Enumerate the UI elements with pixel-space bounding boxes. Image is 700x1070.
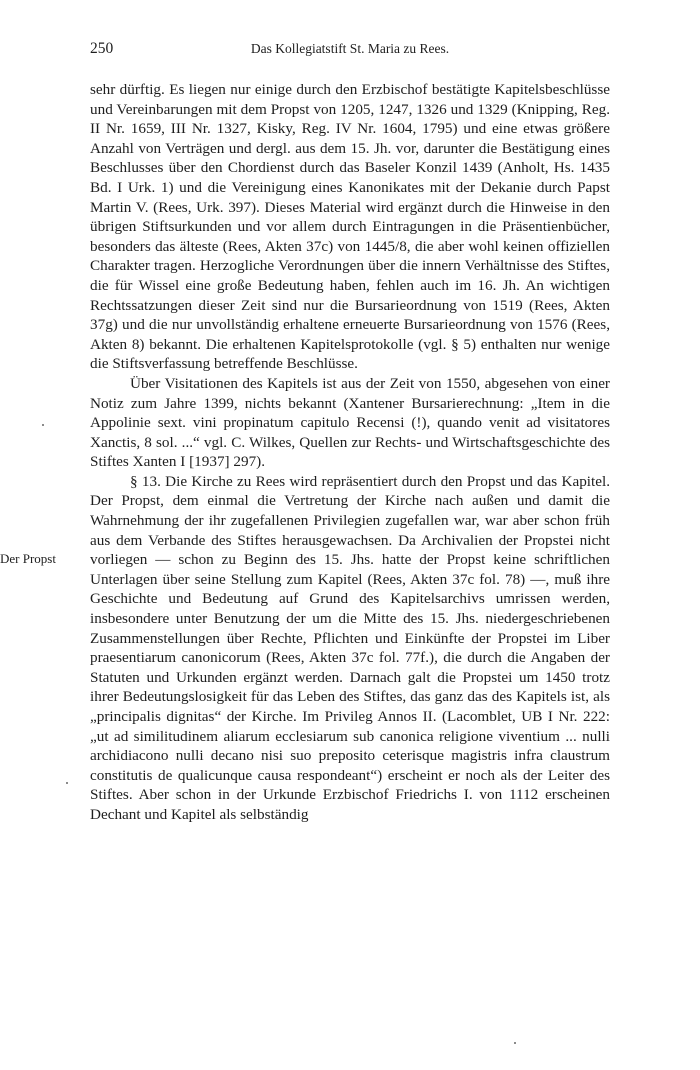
margin-mark [42, 424, 44, 426]
margin-note-der-propst: Der Propst [0, 551, 56, 566]
page-header [90, 40, 610, 64]
body-text [90, 80, 610, 825]
paragraph-2: Über Visitationen des Kapitels ist aus der Zeit von 1550, abgesehen von einer Notiz zum Jahre 1399, nichts bekannt (Xantener Bursarierechnung: „Item in die Appolinie sext. vini propinatum capitulo Recensi (!), quando venit ad visitatores Xanctis, 8 sol. ...“ vgl. C. Wilkes, Quellen zur Rechts- und Wirtschaftsgeschichte des Stiftes Xanten I [1937] 297). [90, 374, 610, 471]
page-number: 250 [90, 40, 114, 57]
margin-mark [514, 1042, 516, 1044]
paragraph-3: § 13. Die Kirche zu Rees wird repräsentiert durch den Propst und das Kapitel. Der Propst, dem einmal die Vertretung der Kirche nach außen und damit die Wahrnehmung der ihr zugefallenen Privilegien zugefallen war, war aber schon früh aus dem Verbande des Stiftes herausgewachsen. Da Archivalien der Propstei nicht vorliegen — schon zu Beginn des 15. Jhs. hatte der Propst keine schriftlichen Unterlagen über seine Stellung zum Kapitel (Rees, Akten 37c fol. 78) —, muß ihre Geschichte und Bedeutung auf Grund des Kapitelsarchivs umrissen werden, insbesondere unter Benutzung der um die Mitte des 15. Jhs. niedergeschriebenen Zusammenstellungen über Rechte, Pflichten und Einkünfte der Propstei im Liber praesentiarum canonicorum (Rees, Akten 37c fol. 77f.), die durch die Angaben der Statuten und Urkunden ergänzt werden. Darnach galt die Propstei um 1450 trotz ihrer Bedeutungslosigkeit für das Leben des Stiftes, das ganz das des Kapitels ist, als „principalis dignitas“ der Kirche. Im Privileg Annos II. (Lacomblet, UB I Nr. 222: „ut ad similitudinem aliarum ecclesiarum sub canonica religione viventium ... nulli archidiacono nulli decano nisi suo preposito ceterisque magistris infra claustrum constitutis de qualicunque causa respondeant“) erscheint er noch als der Leiter des Stiftes. Aber schon in der Urkunde Erzbischof Friedrichs I. von 1112 erscheinen Dechant und Kapitel als selbständig [90, 472, 610, 823]
margin-mark [66, 782, 68, 784]
running-title: Das Kollegiatstift St. Maria zu Rees. [250, 41, 450, 56]
paragraph-1: sehr dürftig. Es liegen nur einige durch den Erzbischof bestätigte Kapitelsbeschlüsse und Vereinbarungen mit dem Propst von 1205, 1247, 1326 und 1329 (Knipping, Reg. II Nr. 1659, III Nr. 1327, Kisky, Reg. IV Nr. 1604, 1795) und eine etwas größere Anzahl von Verträgen und dergl. aus dem 15. Jh. vor, darunter die Bestätigung eines Beschlusses über den Chordienst durch das Baseler Konzil 1439 (Anholt, Hs. 1435 Bd. I Urk. 1) und die Vereinigung eines Kanonikates mit der Dekanie durch Papst Martin V. (Rees, Urk. 397). Dieses Material wird ergänzt durch die Hinweise in den übrigen Stiftsurkunden und vor allem durch Eintragungen in die Präsentienbücher, besonders das älteste (Rees, Akten 37c) von 1445/8, die aber wohl keinen offiziellen Charakter tragen. Herzogliche Verordnungen über die innern Verhältnisse des Stiftes, die für Wissel eine große Bedeutung haben, fehlen auch im 16. Jh. An wichtigen Rechtssatzungen dieser Zeit sind nur die Bursarieordnung von 1519 (Rees, Akten 37g) und die nur unvollständig erhaltene erneuerte Bursarieordnung von 1576 (Rees, Akten 8) bekannt. Die erhaltenen Kapitelsprotokolle (vgl. § 5) enthalten nur wenige die Stiftsverfassung betreffende Beschlüsse. [90, 81, 610, 373]
